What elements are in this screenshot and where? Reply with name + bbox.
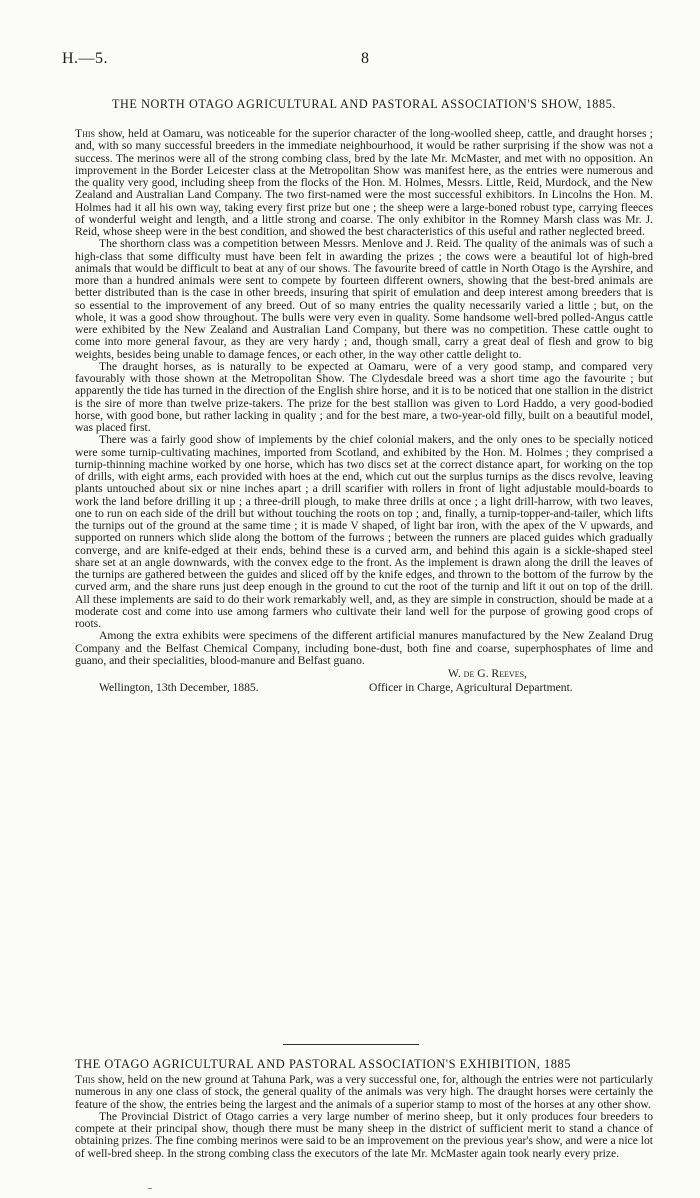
- paragraph-text: The draught horses, as is naturally to be expected at Oamaru, were of a very good stamp, and compared very favourably with those shown at the Metropolitan Show. The Clydesdale breed was a short time ago the favourite ; but apparently the tide has turned in the direction of the English shire horse, and it is to be noticed that one stallion in the district is the sire of more than twelve prize-takers. The prize for the best stallion was given to Lord Haddo, a very good-bodied horse, with good bone, but rather lacking in quality ; and for the best mare, a two-year-old filly, built on a beautiful model, was placed first.: [75, 359, 653, 434]
- paragraph: [75, 361, 653, 435]
- scan-speck: [148, 1188, 152, 1189]
- page-header-ref: H.—5.: [62, 50, 109, 67]
- section-body-north-otago: [75, 128, 653, 695]
- signature-block: [75, 667, 653, 695]
- paragraph: [75, 434, 653, 630]
- paragraph: [75, 1074, 653, 1111]
- paragraph-text: show, held on the new ground at Tahuna Park, was a very successful one, for, although the entries were not particularly numerous in any one class of stock, the general quality of the animals was very high. The draught horses were certainly the feature of the show, the entries being the largest and the animals of a superior stamp to most of the horses at any other show.: [75, 1073, 653, 1111]
- section-body-otago: [75, 1074, 653, 1160]
- section-divider: [283, 1044, 419, 1045]
- section-title-otago: THE OTAGO AGRICULTURAL AND PASTORAL ASSOCIATION'S EXHIBITION, 1885: [75, 1057, 572, 1071]
- page-number: 8: [361, 50, 369, 67]
- paragraph: [75, 1111, 653, 1160]
- paragraph: [75, 238, 653, 361]
- paragraph-text: Among the extra exhibits were specimens of the different artificial manures manufactured by the New Zealand Drug Company and the Belfast Chemical Company, including bone-dust, both fine and coarse, superphosphates of lime and guano, and their specialities, blood-manure and Belfast guano.: [75, 629, 653, 667]
- paragraph: [75, 630, 653, 667]
- signature-office: Officer in Charge, Agricultural Department.: [369, 681, 573, 694]
- paragraph-lead: This: [75, 1073, 95, 1086]
- paragraph-text: There was a fairly good show of implements by the chief colonial makers, and the only ones to be specially noticed were some turnip-cultivating machines, imported from Scotland, and exhibited by the Hon. M. Holmes ; they comprised a turnip-thinning machine worked by one horse, which has two discs set at the correct distance apart, for working on the top of drills, with eight arms, each provided with hoes at the end, which cut out the surplus turnips as the discs revolve, leaving plants untouched about six or nine inches apart ; a drill scarifier with rollers in front of light adjustable mould-boards to work the land before drilling it up ; a three-drill plough, to make three drills at once ; a light drill-harrow, with two leaves, one to run on each side of the drill but without touching the roots on top ; and, finally, a turnip-topper-and-tailer, which lifts the turnips out of the ground at the same time ; it is made V shaped, of light bar iron, with the apex of the V upwards, and supported on runners which slide along the bottom of the furrows ; between the runners are placed guides which gradually converge, and are knife-edged at their ends, behind these is a curved arm, and behind this again is a sickle-shaped steel share set at an angle downwards, with the convex edge to the front. As the implement is drawn along the drill the leaves of the turnips are gathered between the guides and sliced off by the knife edges, and thrown to the bottom of the furrow by the curved arm, and the share runs just deep enough in the ground to cut the root of the turnip and lift it out on top of the drill. All these implements are said to do their work remarkably well, and, as they are simple in construction, should be made at a moderate cost and come into use among farmers who cultivate their land well for the purpose of growing good crops of roots.: [75, 433, 653, 630]
- signature-name: W. de G. Reeves,: [448, 667, 527, 680]
- paragraph-text: The shorthorn class was a competition between Messrs. Menlove and J. Reid. The quality of the animals was of such a high-class that some difficulty must have been felt in awarding the prizes ; the cows were a beautiful lot of high-bred animals that would be difficult to beat at any of our shows. The favourite breed of cattle in North Otago is the Ayrshire, and more than a hundred animals were sent to compete by fourteen different owners, showing that the best-bred animals are better distributed than is the case in other breeds, insuring that spirit of emulation and deep interest among breeders that is so essential to the improvement of any breed. Out of so many entries the quality necessarily varied a little ; but, on the whole, it was a good show throughout. The bulls were very even in quality. Some handsome well-bred polled-Angus cattle were exhibited by the New Zealand and Australian Land Company, but there was no competition. These cattle ought to come into more general favour, as they are very hardy ; and, though small, carry a great deal of flesh and grow to big weights, besides being unable to damage fences, or each other, in the way other cattle delight to.: [75, 237, 653, 361]
- paragraph-text: The Provincial District of Otago carries a very large number of merino sheep, but it only produces four breeders to compete at their principal show, though there must be many sheep in the district of sufficient merit to stand a chance of obtaining prizes. The fine combing merinos were said to be an improvement on the previous year's show, and were a nice lot of well-bred sheep. In the strong combing class the executors of the late Mr. McMaster again took nearly every prize.: [75, 1109, 653, 1160]
- paragraph-lead: This: [75, 127, 95, 140]
- paragraph-text: show, held at Oamaru, was noticeable for the superior character of the long-woolled sheep, cattle, and draught horses ; and, with so many successful breeders in the immediate neighbourhood, it would be rather surprising if the show was not a success. The merinos were all of the strong combing class, bred by the late Mr. McMaster, and met with no opposition. An improvement in the Border Leicester class at the Metropolitan Show was manifest here, as the entries were numerous and the quality very good, including sheep from the flocks of the Hon. M. Holmes, Messrs. Little, Reid, Murdock, and the New Zealand and Australian Land Company. The two first-named were the most successful exhibitors. In Lincolns the Hon. M. Holmes had it all his own way, taking every first prize but one ; the sheep were a large-boned robust type, carrying fleeces of wonderful weight and length, and a little strong and coarse. The only exhibitor in the Romney Marsh class was Mr. J. Reid, whose sheep were in the best condition, and showed the best characteristics of this useful and rather neglected breed.: [75, 127, 653, 238]
- paragraph: [75, 128, 653, 238]
- signature-date: Wellington, 13th December, 1885.: [99, 681, 259, 694]
- section-title-north-otago: THE NORTH OTAGO AGRICULTURAL AND PASTORAL ASSOCIATION'S SHOW, 1885.: [111, 97, 617, 111]
